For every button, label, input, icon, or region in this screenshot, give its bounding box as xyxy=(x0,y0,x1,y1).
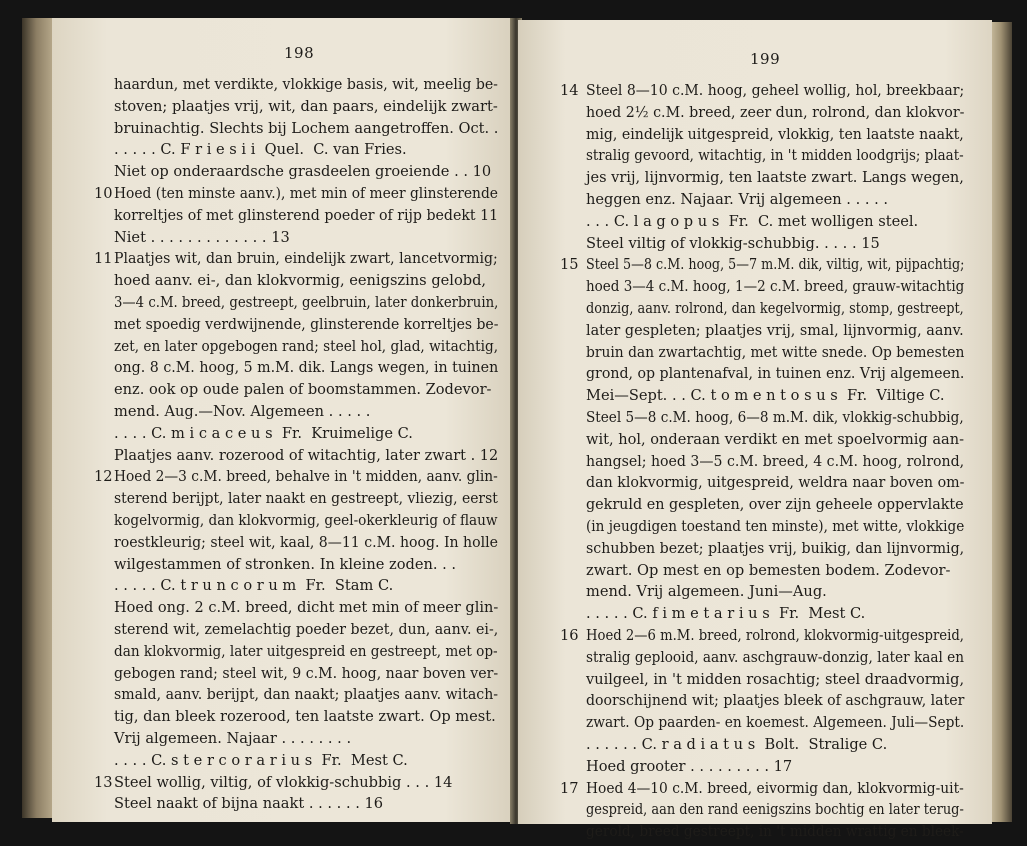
text-line: heggen enz. Najaar. Vrij algemeen . . . . . xyxy=(586,191,889,208)
text-line: gekruld en gespleten, over zijn geheele oppervlakte xyxy=(586,496,964,514)
text-line: stoven; plaatjes vrij, wit, dan paars, eindelijk zwart- xyxy=(114,97,498,115)
text-line: Steel 5—8 c.M. hoog, 5—7 m.M. dik, viltig, wit, pijpachtig; xyxy=(586,256,965,274)
text-line: Hoed ong. 2 c.M. breed, dicht met min of meer glin- xyxy=(114,599,499,617)
text-line: met spoedig verdwijnende, glinsterende korreltjes be- xyxy=(114,315,499,333)
text-line: zwart. Op paarden- en koemest. Algemeen. Juli—Sept. xyxy=(586,714,965,732)
text-line: ong. 8 c.M. hoog, 5 m.M. dik. Langs wegen, in tuinen xyxy=(114,359,499,377)
text-line: Mei—Sept. . . C. t o m e n t o s u s Fr. Viltige C. xyxy=(586,387,945,405)
text-line: Hoed (ten minste aanv.), met min of meer glinsterende xyxy=(114,185,498,202)
text-line: Vrij algemeen. Najaar . . . . . . . . xyxy=(114,730,352,747)
text-line: later gespleten; plaatjes vrij, smal, lijnvormig, aanv. xyxy=(586,321,964,339)
left-page xyxy=(52,18,514,822)
text-line: Hoed 4—10 c.M. breed, eivormig dan, klokvormig-uit- xyxy=(586,779,964,797)
text-line: gespreid, aan den rand eenigszins bochtig en later terug- xyxy=(586,801,964,819)
text-line: roestkleurig; steel wit, kaal, 8—11 c.M. hoog. In holle xyxy=(114,533,498,551)
text-line: Steel viltig of vlokkig-schubbig. . . . . 15 xyxy=(586,234,880,252)
text-line: Plaatjes wit, dan bruin, eindelijk zwart, lancetvormig; xyxy=(114,250,498,268)
text-line: Steel naakt of bijna naakt . . . . . . 16 xyxy=(114,795,384,813)
text-line: hangsel; hoed 3—5 c.M. breed, 4 c.M. hoog, rolrond, xyxy=(586,452,965,470)
text-line: grond, op plantenafval, in tuinen enz. Vrij algemeen. xyxy=(586,365,965,383)
text-line: Hoed 2—6 m.M. breed, rolrond, klokvormig-uitgespreid, xyxy=(586,627,964,644)
text-line: 3—4 c.M. breed, gestreept, geelbruin, later donkerbruin, xyxy=(114,294,499,311)
text-line: dan klokvormig, uitgespreid, weldra naar boven om- xyxy=(586,474,965,492)
text-line: doorschijnend wit; plaatjes bleek of aschgrauw, later xyxy=(586,692,965,710)
text-line: Steel 8—10 c.M. hoog, geheel wollig, hol, breekbaar; xyxy=(586,82,965,99)
text-line: . . . . C. m i c a c e u s Fr. Kruimelige C. xyxy=(114,424,413,442)
right-page-edge xyxy=(990,22,1012,822)
key-number: 12 xyxy=(94,468,113,486)
text-line: hoed 3—4 c.M. hoog, 1—2 c.M. breed, grauw-witachtig xyxy=(586,278,965,296)
key-number: 17 xyxy=(560,779,579,797)
text-line: sterend wit, zemelachtig poeder bezet, dun, aanv. ei-, xyxy=(114,621,499,638)
text-line: schubben bezet; plaatjes vrij, buikig, dan lijnvormig, xyxy=(586,539,965,557)
right-page xyxy=(518,20,992,841)
key-number: 10 xyxy=(94,185,113,202)
text-line: (in jeugdigen toestand ten minste), met witte, vlokkige xyxy=(586,518,965,535)
text-line: Steel wollig, viltig, of vlokkig-schubbig . . . 14 xyxy=(114,773,453,791)
text-line: enz. ook op oude palen of boomstammen. Zodevor- xyxy=(114,381,492,399)
text-line: dan klokvormig, later uitgespreid en gestreept, met op- xyxy=(114,642,498,660)
text-line: kogelvormig, dan klokvormig, geel-okerkleurig of flauw xyxy=(114,512,498,529)
text-line: Hoed grooter . . . . . . . . . 17 xyxy=(586,757,793,775)
text-line: haardun, met verdikte, vlokkige basis, wit, meelig be- xyxy=(114,76,498,93)
key-number: 14 xyxy=(560,82,579,99)
text-line: . . . . . C. t r u n c o r u m Fr. Stam C. xyxy=(114,577,394,595)
text-line: wit, hol, onderaan verdikt en met spoelvormig aan- xyxy=(586,430,965,448)
text-line: . . . . C. s t e r c o r a r i u s Fr. Mest C. xyxy=(114,751,408,769)
text-line: . . . . . C. f i m e t a r i u s Fr. Mest C. xyxy=(586,605,866,623)
text-line: sterend berijpt, later naakt en gestreept, vliezig, eerst xyxy=(114,490,498,508)
text-line: stralig gevoord, witachtig, in 't midden loodgrijs; plaat- xyxy=(586,147,964,165)
text-line: korreltjes of met glinsterend poeder of rijp bedekt 11 xyxy=(114,206,499,224)
text-line: Steel 5—8 c.M. hoog, 6—8 m.M. dik, vlokkig-schubbig, xyxy=(586,409,964,426)
text-line: . . . . . . C. r a d i a t u s Bolt. Stralige C. xyxy=(586,736,888,753)
page-number: 199 xyxy=(750,50,781,68)
text-line: gerold, breed gestreept, in 't midden wrattig en bleek- xyxy=(586,823,964,841)
page-number: 198 xyxy=(284,44,315,62)
text-line: . . . C. l a g o p u s Fr. C. met wolligen steel. xyxy=(586,212,919,230)
text-line: mig, eindelijk uitgespreid, vlokkig, ten laatste naakt, xyxy=(586,125,964,143)
text-line: hoed 2½ c.M. breed, zeer dun, rolrond, dan klokvor- xyxy=(586,103,965,121)
text-line: bruinachtig. Slechts bij Lochem aangetroffen. Oct. . xyxy=(114,119,499,137)
key-number: 11 xyxy=(94,250,113,268)
text-line: bruin dan zwartachtig, met witte snede. Op bemesten xyxy=(586,343,965,361)
key-number: 15 xyxy=(560,256,579,274)
text-line: gebogen rand; steel wit, 9 c.M. hoog, naar boven ver- xyxy=(114,664,499,682)
text-line: stralig geplooid, aanv. aschgrauw-donzig, later kaal en xyxy=(586,648,964,666)
text-line: vuilgeel, in 't midden rosachtig; steel draadvormig, xyxy=(586,670,965,688)
text-line: Niet op onderaardsche grasdeelen groeiende . . 10 xyxy=(114,163,492,181)
text-line: tig, dan bleek rozerood, ten laatste zwart. Op mest. xyxy=(114,708,496,726)
text-line: smald, aanv. berijpt, dan naakt; plaatjes aanv. witach- xyxy=(114,686,499,704)
text-line: zet, en later opgebogen rand; steel hol, glad, witachtig, xyxy=(114,337,499,355)
text-line: Plaatjes aanv. rozerood of witachtig, later zwart . 12 xyxy=(114,446,499,464)
text-line: jes vrij, lijnvormig, ten laatste zwart. Langs wegen, xyxy=(586,169,964,187)
text-line: wilgestammen of stronken. In kleine zoden. . . xyxy=(114,555,457,573)
text-line: mend. Aug.—Nov. Algemeen . . . . . xyxy=(114,403,371,420)
text-line: zwart. Op mest en op bemesten bodem. Zodevor- xyxy=(586,561,951,579)
key-number: 16 xyxy=(560,627,579,644)
key-number: 13 xyxy=(94,773,113,791)
text-line: Hoed 2—3 c.M. breed, behalve in 't midden, aanv. glin- xyxy=(114,468,498,486)
left-page-edge xyxy=(22,18,54,818)
text-line: . . . . . C. F r i e s i i Quel. C. van Fries. xyxy=(114,141,407,159)
text-line: hoed aanv. ei-, dan klokvormig, eenigszins gelobd, xyxy=(114,272,487,290)
text-line: donzig, aanv. rolrond, dan kegelvormig, stomp, gestreept, xyxy=(586,300,964,317)
text-line: Niet . . . . . . . . . . . . . 13 xyxy=(114,228,290,246)
text-line: mend. Vrij algemeen. Juni—Aug. xyxy=(586,583,827,601)
